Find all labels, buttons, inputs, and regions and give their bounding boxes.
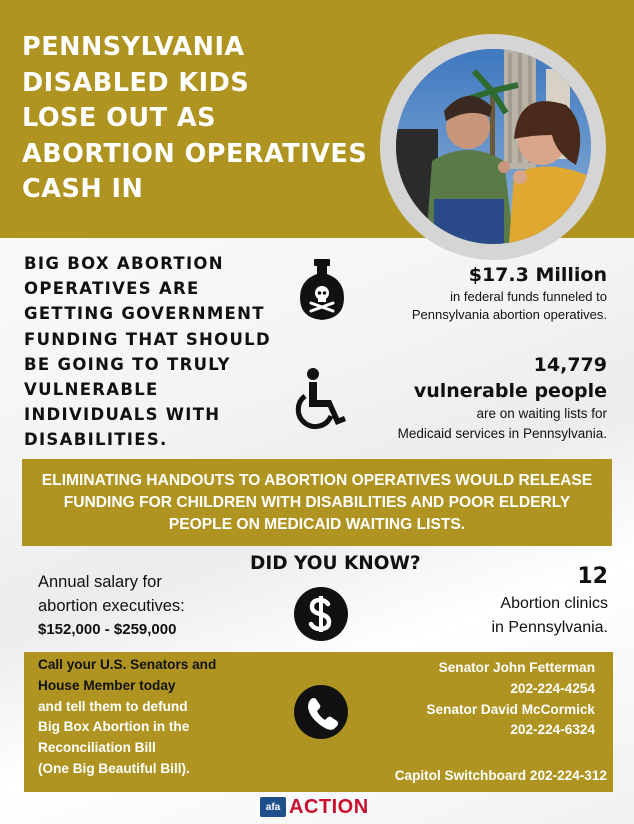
intro-statement	[24, 251, 292, 453]
call-to-action-banner	[22, 459, 612, 546]
senator-1-phone: 202-224-4254	[510, 680, 595, 696]
intro-line: BE GOING TO TRULY	[24, 354, 231, 374]
banner-text	[34, 470, 600, 536]
call-line: Call your U.S. Senators and	[38, 657, 217, 672]
call-line: Reconciliation Bill	[38, 740, 156, 756]
headline-line: DISABLED KIDS	[22, 67, 250, 98]
headline-line: ABORTION OPERATIVES	[22, 138, 368, 169]
funding-stat	[307, 262, 607, 324]
banner-line: FUNDING FOR CHILDREN WITH DISABILITIES AND POOR ELDERLY	[63, 494, 571, 511]
waitlist-number: 14,779	[533, 354, 607, 376]
header-photo	[396, 49, 591, 244]
salary-line-1: Annual salary for	[38, 573, 162, 591]
logo-mark: afa	[260, 797, 286, 817]
senator-1-name: Senator John Fetterman	[438, 660, 595, 675]
salary-range: $152,000 - $259,000	[38, 621, 177, 638]
senator-2-phone: 202-224-6324	[510, 722, 595, 738]
waitlist-desc-2: Medicaid services in Pennsylvania.	[397, 426, 607, 441]
dollar-icon	[294, 587, 348, 641]
salary-fact	[38, 570, 268, 642]
waitlist-label: vulnerable people	[413, 380, 607, 402]
intro-line: DISABILITIES.	[24, 430, 168, 450]
afa-action-logo	[260, 796, 369, 818]
logo-text: ACTION	[289, 795, 369, 818]
intro-line: INDIVIDUALS WITH	[24, 405, 221, 425]
banner-line: ELIMINATING HANDOUTS TO ABORTION OPERATIVES WOULD RELEASE	[41, 472, 593, 489]
headline-line: CASH IN	[22, 174, 144, 204]
banner-line: PEOPLE ON MEDICAID WAITING LISTS.	[168, 516, 466, 533]
did-you-know-title: DID YOU KNOW?	[250, 553, 421, 574]
headline-line: LOSE OUT AS	[22, 103, 216, 133]
intro-line: FUNDING THAT SHOULD	[24, 329, 271, 349]
waitlist-stat	[307, 352, 607, 444]
intro-line: BIG BOX ABORTION	[24, 254, 224, 273]
clinics-number: 12	[577, 564, 608, 589]
intro-line: OPERATIVES ARE	[24, 279, 200, 299]
waitlist-desc-1: are on waiting lists for	[476, 406, 607, 421]
clinics-line-2: in Pennsylvania.	[491, 619, 608, 636]
salary-line-2: abortion executives:	[38, 597, 185, 615]
funding-desc-2: Pennsylvania abortion operatives.	[411, 307, 607, 322]
funding-desc-1: in federal funds funneled to	[450, 289, 607, 304]
call-line: Big Box Abortion in the	[38, 719, 190, 735]
intro-line: VULNERABLE	[24, 380, 159, 400]
call-line: (One Big Beautiful Bill).	[38, 760, 190, 776]
phone-icon	[294, 685, 348, 739]
senator-contacts	[355, 658, 595, 741]
clinics-line-1: Abortion clinics	[500, 595, 608, 612]
call-line: and tell them to defund	[38, 698, 188, 714]
photo-illustration	[396, 49, 591, 244]
call-instructions	[38, 655, 278, 780]
clinics-fact	[408, 562, 608, 640]
call-line: House Member today	[38, 677, 176, 693]
headline-line: PENNSYLVANIA	[22, 32, 245, 62]
headline	[22, 30, 382, 208]
intro-line: GETTING GOVERNMENT	[24, 304, 265, 324]
funding-amount: $17.3 Million	[468, 264, 607, 286]
senator-2-name: Senator David McCormick	[426, 701, 595, 717]
capitol-switchboard: Capitol Switchboard 202-224-312	[394, 768, 607, 783]
contact-band	[24, 652, 613, 792]
